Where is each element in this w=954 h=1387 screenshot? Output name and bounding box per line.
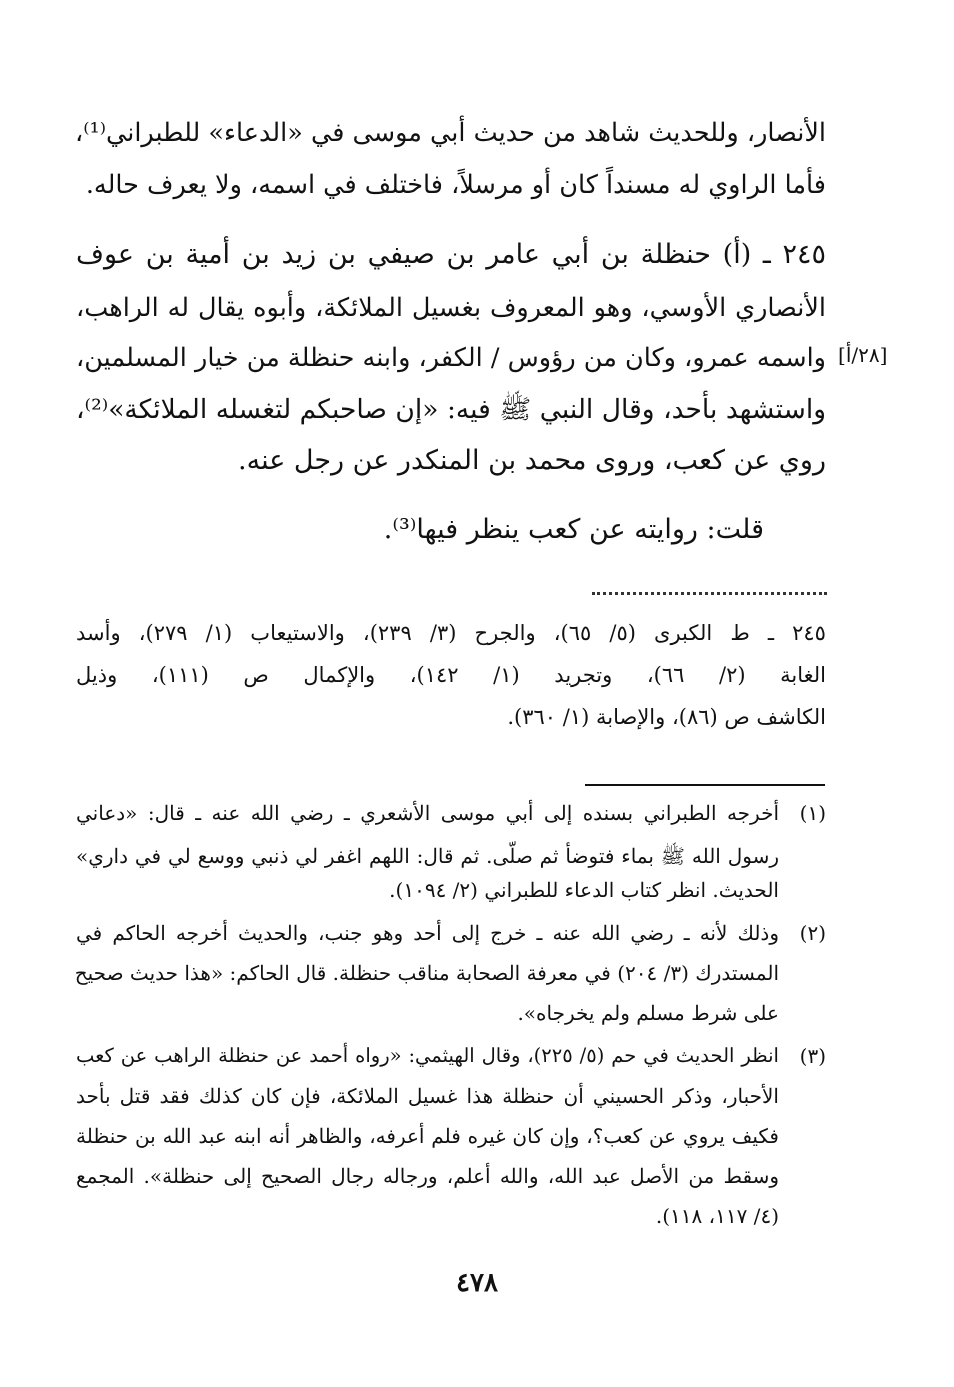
body-line: واسمه عمرو، وكان من رؤوس / الكفر، وابنه حنظلة من خيار المسلمين، [76,343,826,373]
footnote-line: (٤/ ١١٧، ١١٨). [655,1204,779,1228]
footnote-rule [585,784,825,786]
entry-heading-line: ٢٤٥ ـ (أ) حنظلة بن أبي عامر بن صيفي بن زيد بن أمية بن عوف [76,239,827,270]
footnote-line: الأحبار، وذكر الحسيني أن حنظلة هذا غسيل الملائكة، فإن كان كذلك فقد قتل بأحد [76,1084,779,1108]
footnote-line: فكيف يروي عن كعب؟، وإن كان غيره فلم أعرفه، والظاهر أنه ابنه عبد الله بن حنظلة [76,1124,779,1148]
reference-line: ٢٤٥ ـ ط الكبرى (٥/ ٦٥)، والجرح (٣/ ٢٣٩)، والاستيعاب (١/ ٢٧٩)، وأسد [76,621,826,645]
reference-line: الغابة (٢/ ٦٦)، وتجريد (١/ ١٤٢)، والإكمال ص (١١١)، وذيل [76,663,827,687]
editor-comment-line: قلت: روايته عن كعب ينظر فيها⁽³⁾. [383,514,764,545]
footnote-number: (٢) [799,921,826,945]
body-line: الأنصاري الأوسي، وهو المعروف بغسيل الملائكة، وأبوه يقال له الراهب، [76,293,826,323]
footnote-number: (١) [799,801,826,825]
footnote-line: انظر الحديث في حم (٥/ ٢٢٥)، وقال الهيثمي: «رواه أحمد عن حنظلة الراهب عن كعب [76,1044,779,1067]
footnote-number: (٣) [799,1044,826,1068]
body-line: واستشهد بأحد، وقال النبي ﷺ فيه: «إن صاحبكم لتغسله الملائكة»⁽²⁾، [76,394,826,425]
footnote-line: وذلك لأنه ـ رضي الله عنه ـ خرج إلى أحد وهو جنب، والحديث أخرجه الحاكم في [76,921,779,945]
footnote-line: المستدرك (٣/ ٢٠٤) في معرفة الصحابة مناقب حنظلة. قال الحاكم: «هذا حديث صحيح [74,961,779,985]
body-line: فأما الراوي له مسنداً كان أو مرسلاً، فاختلف في اسمه، ولا يعرف حاله. [85,170,826,200]
body-line: الأنصار، وللحديث شاهد من حديث أبي موسى في «الدعاء» للطبراني⁽¹⁾، [74,118,826,148]
footnote-line: رسول الله ﷺ بماء فتوضأ ثم صلّى. ثم قال: اللهم اغفر لي ذنبي ووسع لي في داري» [76,844,779,868]
reference-line: الكاشف ص (٨٦)، والإصابة (١/ ٣٦٠). [507,705,826,729]
footnote-line: أخرجه الطبراني بسنده إلى أبي موسى الأشعري ـ رضي الله عنه ـ قال: «دعاني [76,801,779,825]
margin-folio-note: [٢٨/أ] [838,343,888,367]
dotted-separator [592,592,827,595]
footnote-line: على شرط مسلم ولم يخرجاه». [517,1001,779,1025]
body-line: روي عن كعب، وروى محمد بن المنكدر عن رجل عنه. [238,445,826,476]
page-number: ٤٧٨ [456,1268,498,1298]
footnote-line: وسقط من الأصل عبد الله، والله أعلم، ورجاله رجال الصحيح إلى حنظلة». المجمع [76,1164,779,1188]
footnote-line: الحديث. انظر كتاب الدعاء للطبراني (٢/ ١٠٩٤). [389,878,779,902]
